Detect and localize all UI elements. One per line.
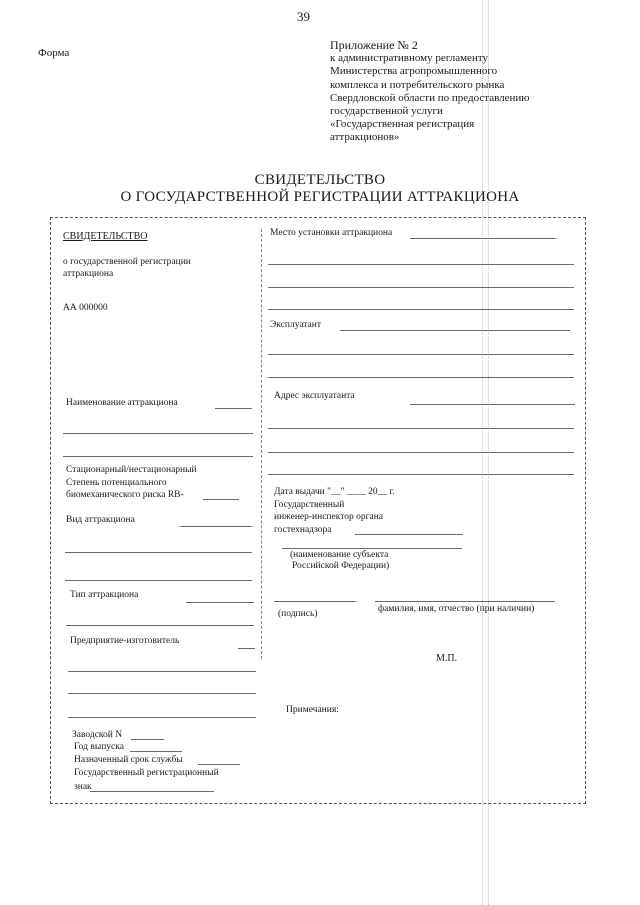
notes-label: Примечания: xyxy=(286,705,339,715)
appendix-line: Министерства агропромышленного xyxy=(330,65,498,78)
appendix-line: Свердловской области по предоставлению xyxy=(330,91,530,104)
operator-field[interactable] xyxy=(268,354,574,355)
certificate-number: АА 000000 xyxy=(63,303,108,313)
operator-label: Эксплуатант xyxy=(270,320,322,330)
attraction-kind-field[interactable] xyxy=(65,552,252,553)
certificate-frame xyxy=(50,217,586,804)
subject-caption: (наименование субъекта xyxy=(290,550,389,560)
installation-place-field[interactable] xyxy=(268,287,574,288)
operator-address-field[interactable] xyxy=(268,428,574,429)
appendix-line: «Государственная регистрация xyxy=(330,118,475,131)
service-life-label: Назначенный срок службы xyxy=(74,755,183,765)
risk-label: Степень потенциального xyxy=(66,478,167,488)
attraction-name-field[interactable] xyxy=(63,456,253,457)
attraction-type-field[interactable] xyxy=(186,602,254,603)
manufacturer-field[interactable] xyxy=(68,671,256,672)
installation-place-field[interactable] xyxy=(268,264,574,265)
cert-subheading: аттракциона xyxy=(63,269,114,279)
form-label: Форма xyxy=(38,47,70,59)
attraction-type-label: Тип аттракциона xyxy=(70,590,139,600)
attraction-name-label: Наименование аттракциона xyxy=(66,398,178,408)
installation-place-field[interactable] xyxy=(410,238,556,239)
inspector-label: гостехнадзора xyxy=(274,525,332,535)
signature-caption: (подпись) xyxy=(278,609,318,619)
manufacturer-label: Предприятие-изготовитель xyxy=(70,636,180,646)
service-life-field[interactable] xyxy=(198,764,240,765)
document-title: СВИДЕТЕЛЬСТВО xyxy=(254,172,386,188)
seal-mark: М.П. xyxy=(436,653,458,664)
inspector-label: инженер-инспектор органа xyxy=(274,512,384,522)
document-subtitle: О ГОСУДАРСТВЕННОЙ РЕГИСТРАЦИИ АТТРАКЦИОНА xyxy=(120,189,520,205)
subject-field[interactable] xyxy=(282,548,462,549)
appendix-title: Приложение № 2 xyxy=(330,38,418,52)
registration-mark-field[interactable] xyxy=(90,791,214,792)
cert-heading: СВИДЕТЕЛЬСТВО xyxy=(63,231,148,242)
manufacturer-field[interactable] xyxy=(238,648,255,649)
operator-address-field[interactable] xyxy=(268,452,574,453)
full-name-caption: фамилия, имя, отчество (при наличии) xyxy=(378,604,535,614)
issue-date: Дата выдачи "__" ____ 20__ г. xyxy=(274,487,395,497)
page-number: 39 xyxy=(297,9,310,24)
subject-caption: Российской Федерации) xyxy=(292,561,390,571)
attraction-kind-field[interactable] xyxy=(65,580,252,581)
serial-number-field[interactable] xyxy=(131,739,164,740)
cert-subheading: о государственной регистрации xyxy=(63,257,191,267)
manufacturer-field[interactable] xyxy=(68,693,256,694)
risk-class-field[interactable] xyxy=(203,499,239,500)
inspector-label: Государственный xyxy=(274,500,345,510)
attraction-kind-label: Вид аттракциона xyxy=(66,515,135,525)
operator-address-field[interactable] xyxy=(410,404,575,405)
attraction-name-field[interactable] xyxy=(215,408,252,409)
registration-mark-label: знак xyxy=(74,782,92,792)
operator-field[interactable] xyxy=(268,377,574,378)
inspector-field[interactable] xyxy=(355,534,463,535)
operator-address-label: Адрес эксплуатанта xyxy=(274,391,355,401)
stationary-label: Стационарный/нестационарный xyxy=(66,465,197,475)
manufacture-year-label: Год выпуска xyxy=(74,742,124,752)
appendix-line: к административному регламенту xyxy=(330,52,488,65)
attraction-type-field[interactable] xyxy=(66,625,254,626)
full-name-field[interactable] xyxy=(375,601,555,602)
appendix-line: аттракционов» xyxy=(330,131,400,144)
operator-address-field[interactable] xyxy=(268,474,574,475)
appendix-line: комплекса и потребительского рынка xyxy=(330,78,505,91)
registration-mark-label: Государственный регистрационный xyxy=(74,768,219,778)
attraction-name-field[interactable] xyxy=(63,433,253,434)
appendix-line: государственной услуги xyxy=(330,105,443,118)
column-separator xyxy=(261,229,262,659)
risk-label: биомеханического риска RB- xyxy=(66,490,184,500)
appendix-block xyxy=(330,39,575,145)
operator-field[interactable] xyxy=(340,330,570,331)
attraction-kind-field[interactable] xyxy=(180,526,252,527)
signature-field[interactable] xyxy=(274,601,356,602)
manufacture-year-field[interactable] xyxy=(130,751,182,752)
serial-number-label: Заводской N xyxy=(72,730,123,740)
installation-place-field[interactable] xyxy=(268,309,574,310)
manufacturer-field[interactable] xyxy=(68,717,256,718)
installation-place-label: Место установки аттракциона xyxy=(270,228,393,238)
